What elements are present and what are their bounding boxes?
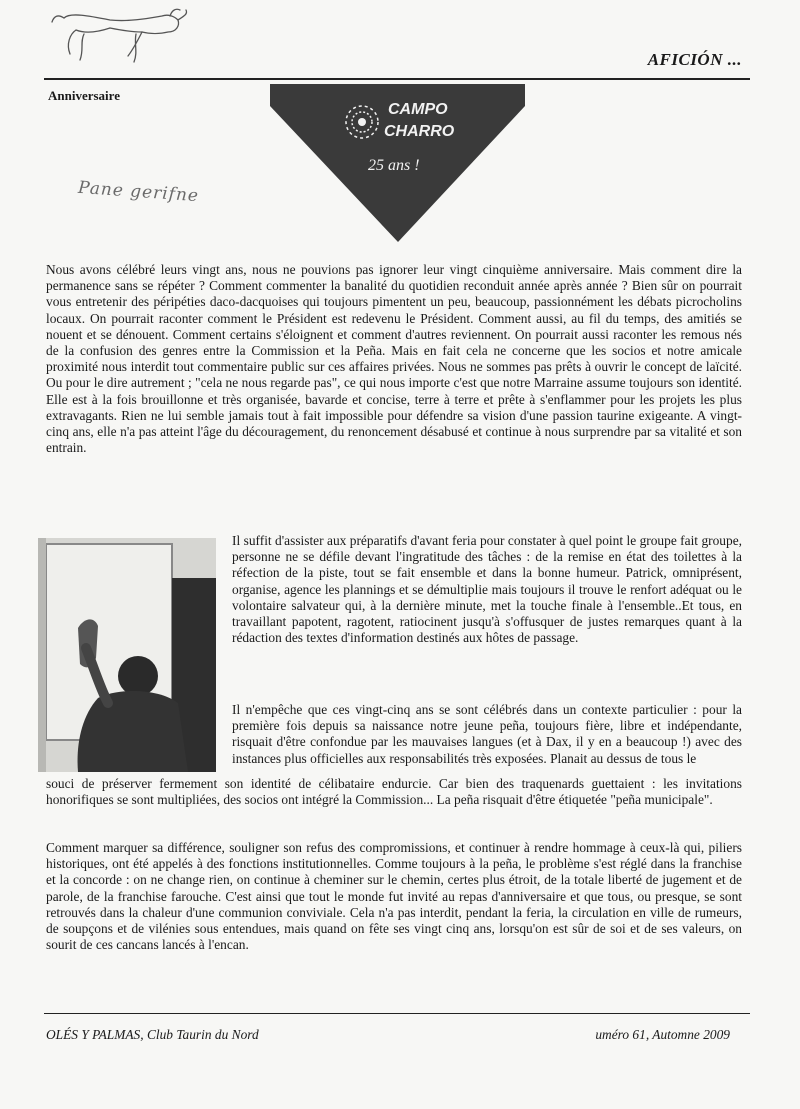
paragraph-conclusion: Comment marquer sa différence, souligner son refus des compromissions, et continuer à rendre hommage à ceux-là qui, piliers historiques, ont été appelés à des fonctions institutionnelles. Comme toujours à la peña, le problème s'est réglé dans la franchise et la concorde : on ne change rien, on continue à cheminer sur le chemin, certes plus étroit, de la totale liberté de jugement et de parole, de la franchise farouche. C'est ainsi que tout le monde fut invité au repas d'anniversaire et que tous, ou presque, se sont retrouvés dans la chaleur d'une communion conviviale. Cela n'a pas interdit, pendant la feria, la circulation en ville de rumeurs, de soupçons et de vilénies sous entendues, mais quand on fête ses vingt cinq ans, lorsqu'on est sûr de soi et de ses valeurs, on sourit de ces cancans lancés à l'encan. <box>46 840 742 953</box>
footer-issue: uméro 61, Automne 2009 <box>595 1027 730 1042</box>
article-heading: Anniversaire <box>48 88 120 103</box>
brand-line-1: CAMPO <box>388 101 448 118</box>
paragraph-preparations: Il suffit d'assister aux préparatifs d'avant feria pour constater à quel point le groupe fait groupe, personne ne se défile devant l'ingratitude des tâches : de la remise en état des toilettes à la réfection de la piste, tout se fait ensemble et dans la bonne humeur. Patrick, omniprésent, organise, agence les plannings et se démultiplie mais toujours il trouve le renfort adéquat ou le volontaire salvateur qui, à la dernière minute, met la touche finale à l'ensemble..Et tous, en travaillant papotent, ragotent, ratiocinent jusqu'à s'offusquer de justes remarques quant à la rédaction des textes d'information destinés aux hôtes de passage. <box>232 533 742 646</box>
footer-publication: OLÉS Y PALMAS, Club Taurin du Nord <box>46 1027 259 1042</box>
handwritten-note: Pane gerifne <box>77 177 200 207</box>
paragraph-context-continued: souci de préserver fermement son identité de célibataire endurcie. Car bien des traquenards guettaient : les invitations honorifiques se sont multipliées, des socios ont intégré la Commission... La peña risquait d'être étiquetée "peña municipale". <box>46 776 742 808</box>
header-divider <box>44 78 750 80</box>
paragraph-context: Il n'empêche que ces vingt-cinq ans se sont célébrés dans un contexte particulier : pour la première fois depuis sa naissance notre jeune peña, toujours fière, libre et indépendante, risquait d'être confondue par les mauvaises langues (et à Dax, il y en a beaucoup !) avec des instances plus officielles aux responsabilités très exposées. Planait au dessus de tous le <box>232 702 742 766</box>
anniversary-text: 25 ans ! <box>368 157 420 174</box>
brand-line-2: CHARRO <box>384 123 455 140</box>
paragraph-intro: Nous avons célébré leurs vingt ans, nous ne pouvions pas ignorer leur vingt cinquième anniversaire. Mais comment dire la permanence sans se répéter ? Comment commenter la banalité du quotidien reconduit année après année ? Bien sûr on pourrait vous entretenir des péripéties daco-dacquoises qui toujours pimentent un peu, beaucoup, passionnément les débats picrocholins locaux. On pourrait raconter comment le Président est redevenu le Président. Comment aussi, au fil du temps, des amitiés se nouent et se dénouent. Comment certains s'éloignent et comment d'autres reviennent. On pourrait aussi raconter les remous nés de la confusion des genres entre la Commission et la Peña. Mais en fait cela ne concerne que les socios et notre amicale proximité nous interdit tout commentaire public sur ces affaires privées. Nous ne sommes pas prêts à ouvrir le concept de laïcité. Ou pour le dire autrement ; "cela ne nous regarde pas", ce qui nous importe c'est que notre Marraine assume toujours son identité. Elle est à la fois brouillonne et très organisée, bavarde et concise, terre à terre et prête à s'enflammer pour les projets les plus extravagants. Rien ne lui semble jamais tout à fait impossible pour défendre sa vision d'une passion taurine exigeante. A vingt-cinq ans, elle n'a pas atteint l'âge du découragement, du renoncement désabusé et continue à nous surprendre par sa vitalité et son entrain. <box>46 262 742 456</box>
bull-sketch-icon <box>50 4 190 68</box>
anniversary-banner <box>270 84 525 244</box>
article-photo <box>38 538 216 772</box>
section-title: AFICIÓN ... <box>647 50 742 69</box>
footer-divider <box>44 1013 750 1014</box>
photo-illustration <box>38 538 216 772</box>
